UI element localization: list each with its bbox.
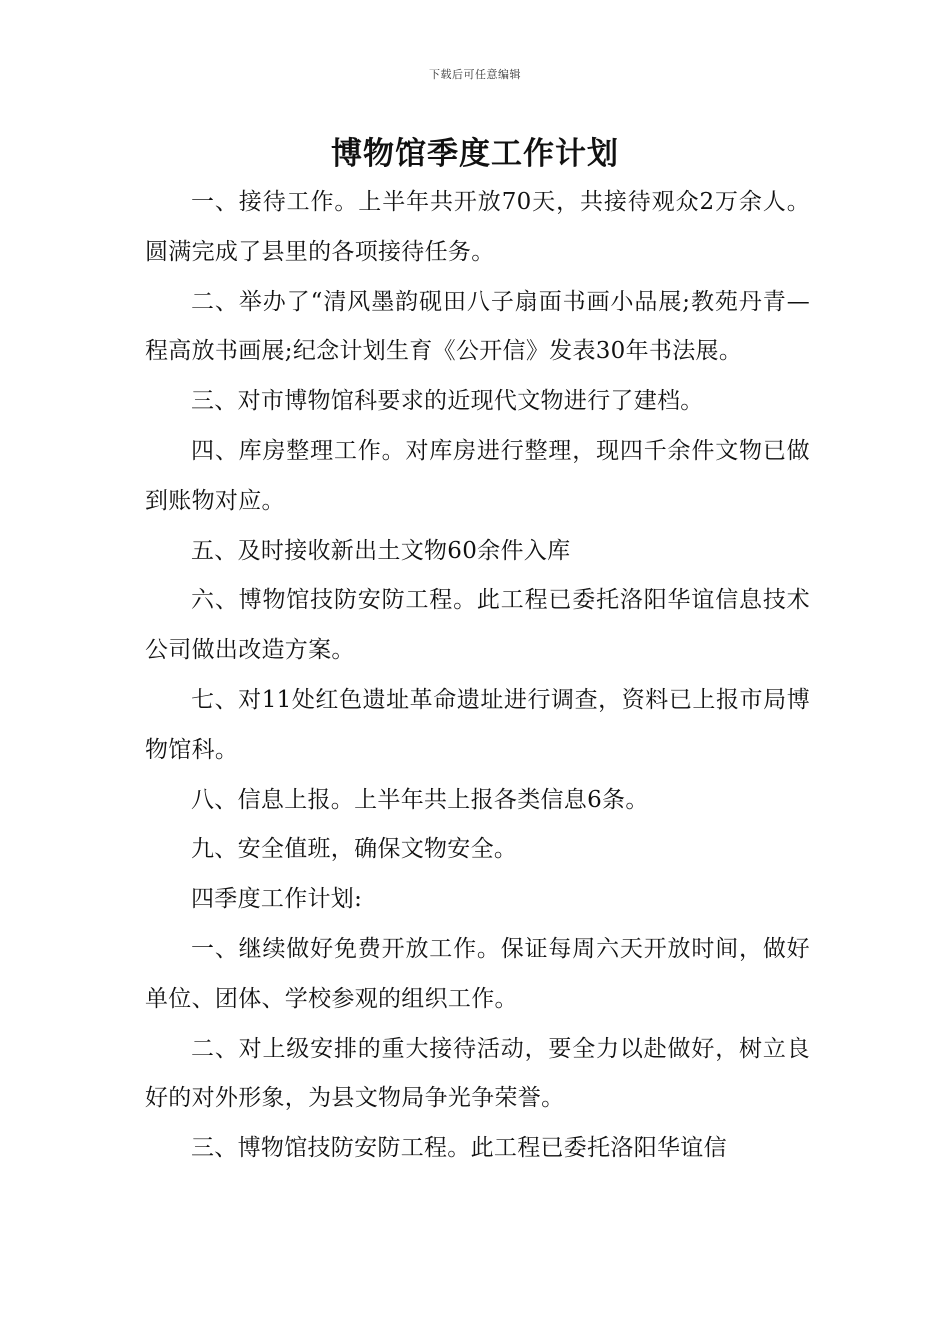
paragraph-storage: 四、库房整理工作。对库房进行整理，现四千余件文物已做到账物对应。 [145,437,810,514]
paragraph-q4-open: 一、继续做好免费开放工作。保证每周六天开放时间，做好单位、团体、学校参观的组织工作。 [145,935,810,1012]
header-note: 下载后可任意编辑 [429,68,521,81]
document-body [145,178,810,1174]
document-title: 博物馆季度工作计划 [331,136,619,172]
paragraph-new-relics: 五、及时接收新出土文物60余件入库 [191,537,571,564]
paragraph-q4-heading: 四季度工作计划: [191,886,363,913]
paragraph-reception: 一、接待工作。上半年共开放70天，共接待观众2万余人。圆满完成了县里的各项接待任务。 [145,189,810,265]
paragraph-duty: 九、安全值班，确保文物安全。 [191,836,518,863]
paragraph-site-survey: 七、对11处红色遗址革命遗址进行调查，资料已上报市局博物馆科。 [145,686,810,763]
paragraph-q4-reception: 二、对上级安排的重大接待活动，要全力以赴做好，树立良好的对外形象，为县文物局争光争荣誉。 [145,1035,810,1112]
paragraph-security-project: 六、博物馆技防安防工程。此工程已委托洛阳华谊信息技术公司做出改造方案。 [145,587,810,664]
paragraph-q4-security: 三、博物馆技防安防工程。此工程已委托洛阳华谊信 [191,1135,727,1162]
paragraph-info-report: 八、信息上报。上半年共上报各类信息6条。 [191,786,649,813]
paragraph-archiving: 三、对市博物馆科要求的近现代文物进行了建档。 [191,388,704,415]
paragraph-exhibitions: 二、举办了“清风墨韵砚田八子扇面书画小品展;教苑丹青—程高放书画展;纪念计划生育《公开信》发表30年书法展。 [145,288,810,365]
